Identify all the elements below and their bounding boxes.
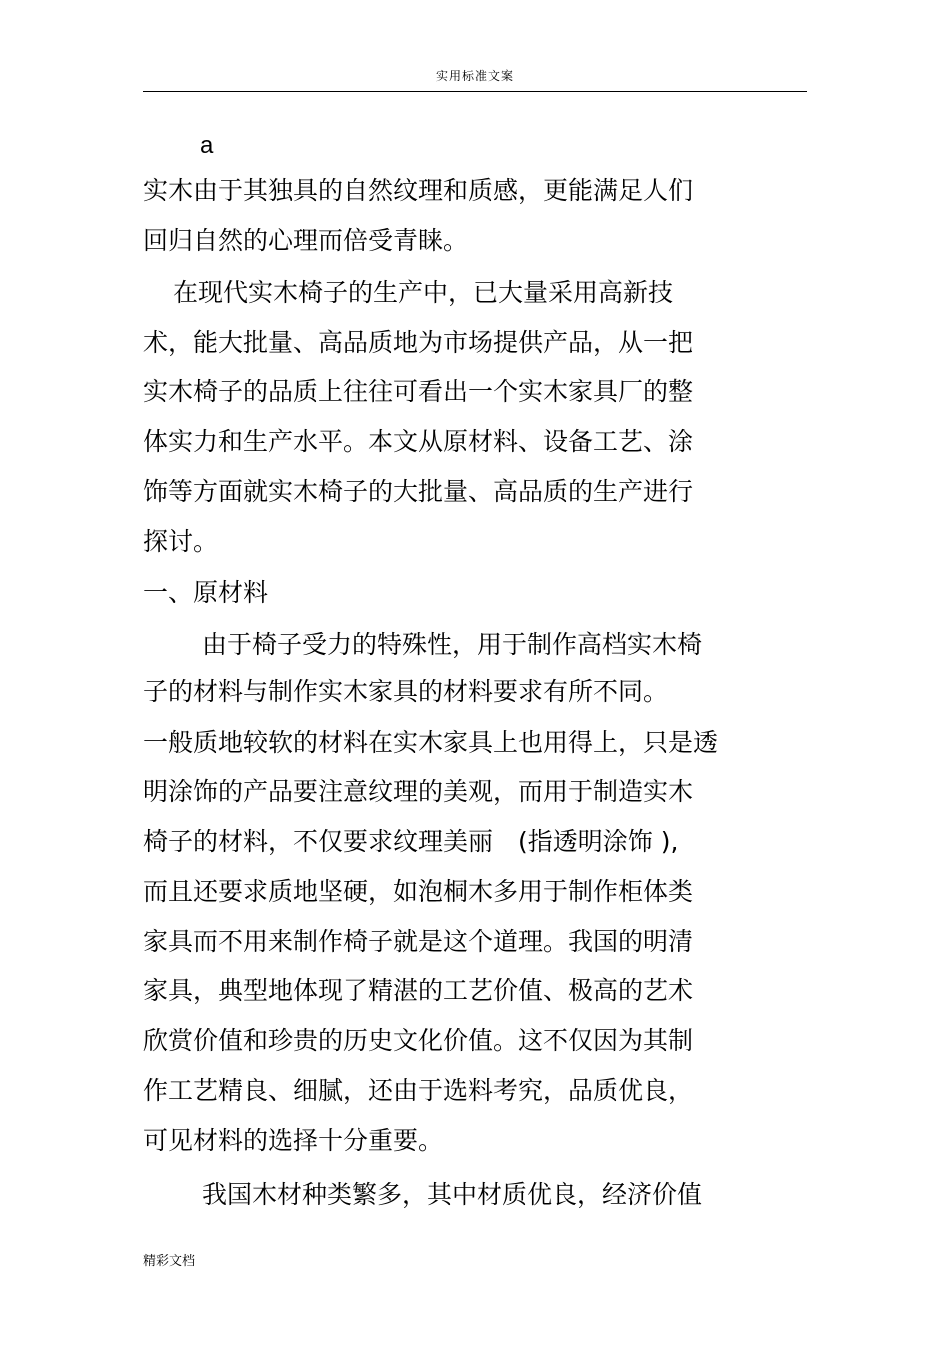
body-line-6: 体实力和生产水平。本文从原材料、设备工艺、涂 [143, 427, 694, 456]
page-footer: 精彩文档 [143, 1254, 196, 1269]
body-line-20: 可见材料的选择十分重要。 [143, 1126, 444, 1155]
body-line-19: 作工艺精良、细腻，还由于选料考究，品质优良， [143, 1076, 694, 1105]
header-divider [143, 91, 807, 92]
page-header-title: 实用标准文案 [435, 69, 514, 83]
body-line-21: 我国木材种类繁多，其中材质优良，经济价值 [202, 1180, 703, 1209]
body-line-8: 探讨。 [143, 527, 219, 556]
body-line-16: 家具而不用来制作椅子就是这个道理。我国的明清 [143, 927, 694, 956]
body-line-11: 子的材料与制作实木家具的材料要求有所不同。 [143, 677, 669, 706]
body-line-3: 在现代实木椅子的生产中，已大量采用高新技 [173, 278, 674, 307]
body-line-14: 椅子的材料，不仅要求纹理美丽 (指透明涂饰 ), [143, 827, 679, 856]
body-line-4: 术，能大批量、高品质地为市场提供产品，从一把 [143, 328, 694, 357]
stray-marker: a [200, 132, 214, 159]
body-line-17: 家具，典型地体现了精湛的工艺价值、极高的艺术 [143, 976, 694, 1005]
body-line-5: 实木椅子的品质上往往可看出一个实木家具厂的整 [143, 377, 694, 406]
body-line-10: 由于椅子受力的特殊性，用于制作高档实木椅 [202, 630, 703, 659]
body-line-15: 而且还要求质地坚硬，如泡桐木多用于制作柜体类 [143, 877, 694, 906]
body-line-12: 一般质地较软的材料在实木家具上也用得上，只是透 [143, 728, 719, 757]
body-line-18: 欣赏价值和珍贵的历史文化价值。这不仅因为其制 [143, 1026, 694, 1055]
body-line-13: 明涂饰的产品要注意纹理的美观，而用于制造实木 [143, 777, 694, 806]
body-line-7: 饰等方面就实木椅子的大批量、高品质的生产进行 [143, 477, 694, 506]
section-heading: 一、原材料 [143, 578, 269, 607]
body-line-1: 实木由于其独具的自然纹理和质感，更能满足人们 [143, 176, 694, 205]
body-line-2: 回归自然的心理而倍受青睐。 [143, 226, 469, 255]
